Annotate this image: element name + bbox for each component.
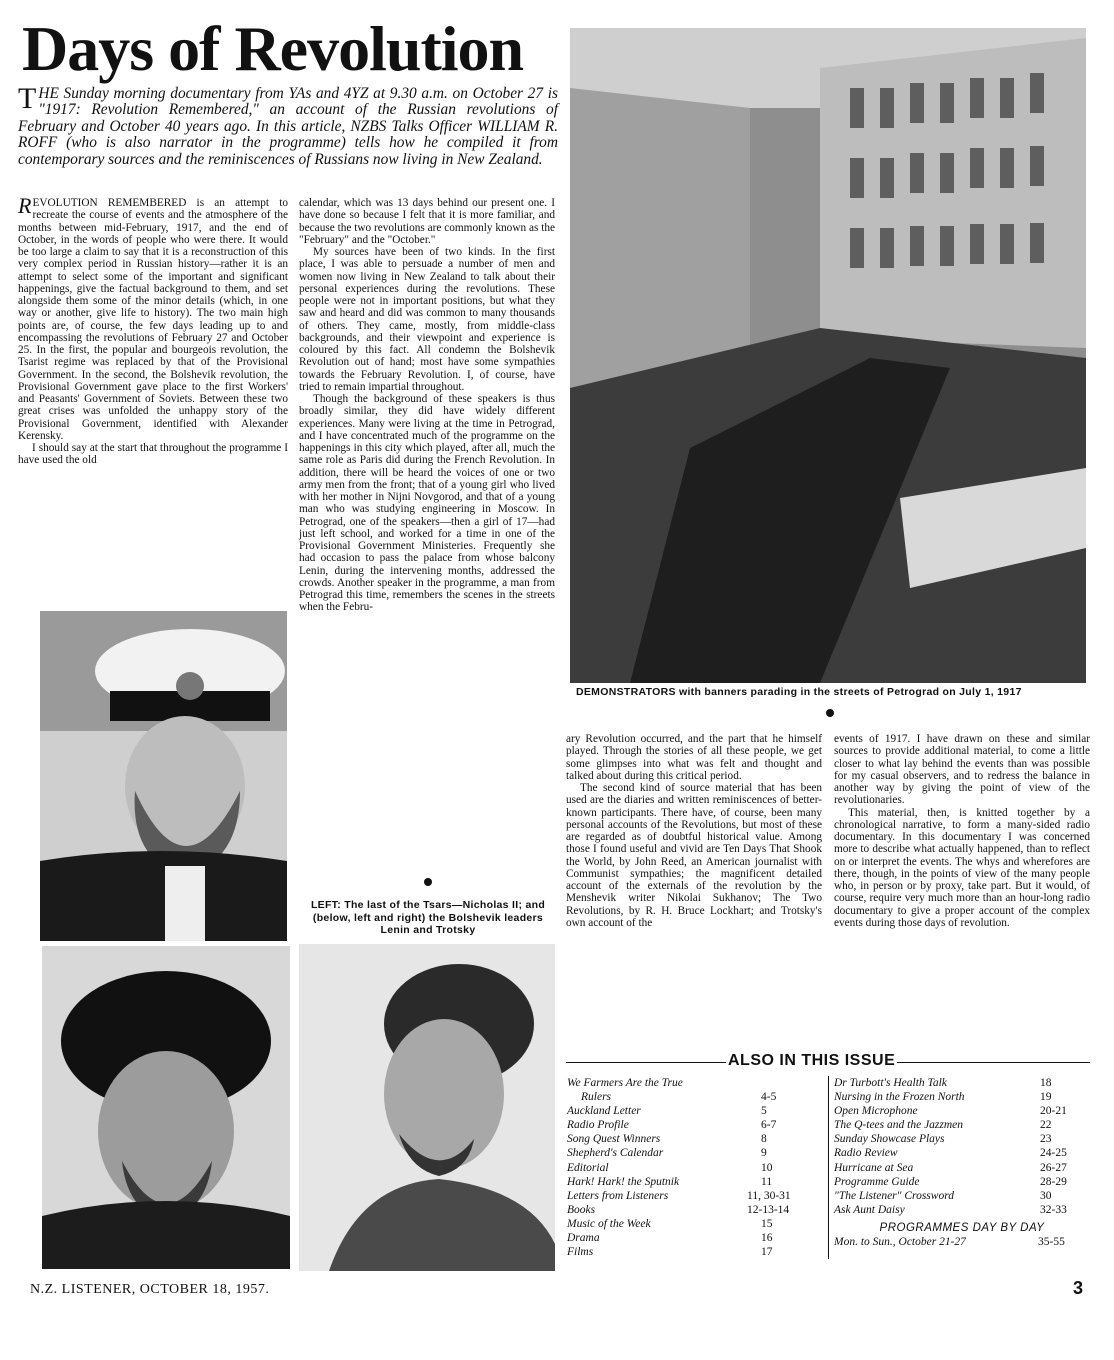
index-row [567,1203,822,1217]
index-row [567,1161,822,1175]
index-label: Programme Guide [834,1175,920,1188]
drop-cap: R [18,193,32,218]
index-page: 12-13-14 [747,1203,790,1216]
index-label: Radio Review [834,1147,898,1160]
index-label: We Farmers Are the True [567,1077,683,1089]
index-label: Mon. to Sun., October 21-27 [834,1236,966,1249]
body-column-1 [18,193,288,467]
index-row [567,1175,822,1189]
index-page: 10 [761,1161,773,1174]
paragraph: I should say at the start that throughout the programme I have used the old [18,442,288,467]
index-row [834,1104,1090,1118]
index-page: 15 [761,1217,773,1230]
programmes-heading: PROGRAMMES DAY BY DAY [879,1221,1045,1234]
paragraph: The second kind of source material that has been used are the diaries and written reminiscences of better-known participants. There have, of course, been many personal accounts of the Revolutions, but most of these are regarded as of doubtful historical value. Among those I found useful and vivid are Ten Days That Shook the World, by John Reed, an American journalist with Communist sympathies; the magnificent detailed account of the externals of the revolution by the Menshevik writer Nikolai Sukhanov; The Two Revolutions, by R. H. Bruce Lockhart; and Trotsky's own account of the [566,782,822,929]
index-page: 30 [1040,1189,1052,1202]
paragraph: This material, then, is knitted together by a chronological narrative, to form a many-sided radio documentary. In this documentary I was concerned more to describe what actually happened, than to reflect on or interpret the events. The whys and wherefores are there, though, in the points of view of the many people who, in person or by proxy, take part. But it would, of course, require very much more than an hour-long radio documentary to give a proper account of the complex events during those days of revolution. [834,806,1090,929]
lede-drop-cap: T [18,82,37,115]
index-row [567,1132,822,1146]
index-page: 22 [1040,1119,1052,1132]
index-row [834,1090,1090,1104]
lenin-photo [42,946,290,1269]
index-label: "The Listener" Crossword [834,1189,954,1202]
index-label: Music of the Week [567,1217,651,1230]
headline: Days of Revolution [22,13,524,84]
bullet-divider [424,878,432,886]
index-row [834,1076,1090,1090]
body-column-2 [299,197,555,614]
index-row [567,1217,822,1231]
index-row [834,1235,1090,1249]
index-page: 17 [761,1246,773,1259]
index-row [834,1189,1090,1203]
index-page: 11, 30-31 [747,1189,791,1202]
index-page: 4-5 [761,1091,777,1104]
trotsky-photo [299,944,555,1271]
index-row [834,1118,1090,1132]
index-row [834,1203,1090,1217]
index-row [834,1161,1090,1175]
index-label: Radio Profile [567,1119,629,1132]
index-left [567,1076,829,1259]
page-number: 3 [1073,1278,1084,1298]
index-row [567,1104,822,1118]
paragraph: EVOLUTION REMEMBERED is an attempt to recreate the course of events and the atmosphere of the months between mid-February, 1917, and the end of October, in the words of people who were there. It would be too large a claim to say that it is a reconstruction of this very complex period in Russian history—rather it is an attempt to select some of the important and significant happenings, give the factual background to them, and set alongside them some of the minor details (which, in one way or another, give life to history). The two main high points are, of course, the few days leading up to and encompassing the revolutions of February 27 and October 25. In the first, the popular and bourgeois revolution, the Tsarist regime was replaced by that of the Provisional Government. In the second, the Bolshevik revolution, the Provisional Government gave place to the first Workers' and Peasants' Government of Soviets. Between these two great crises was unfolded the unhappy story of the Provisional Government, identified with Alexander Kerensky. [18,197,288,442]
index-page: 16 [761,1232,773,1245]
index-row [567,1118,822,1132]
paragraph: ary Revolution occurred, and the part that he himself played. Through the stories of all these people, we get some glimpses into what was felt and thought and talked about during this critical period. [566,733,822,782]
index-row [834,1146,1090,1160]
paragraph: calendar, which was 13 days behind our present one. I have done so because I felt that it is more familiar, and because the two revolutions are commonly known as the "February" and the "October." [299,197,555,246]
index-right [834,1076,1090,1249]
bullet-divider [826,709,834,717]
index-label: Drama [567,1232,600,1245]
body-column-3 [566,733,822,929]
lede-text: HE Sunday morning documentary from YAs and 4YZ at 9.30 a.m. on October 27 is "1917: Revolution Remembered," an account of the Russian revolutions of February and October 40 years ago. In this article, NZBS Talks Officer WILLIAM R. ROFF (who is also narrator in the programme) tells how he compiled it from contemporary sources and the reminiscences of Russians now living in New Zealand. [18,85,558,168]
index-row [567,1076,822,1090]
index-row [834,1132,1090,1146]
demonstrators-photo [570,28,1086,683]
index-page: 6-7 [761,1119,777,1132]
main-photo-caption: DEMONSTRATORS with banners parading in the streets of Petrograd on July 1, 1917 [576,686,1022,698]
index-label: Hark! Hark! the Sputnik [567,1175,680,1188]
index-page: 23 [1040,1133,1052,1146]
index-row [567,1231,822,1245]
index-row [567,1146,822,1160]
index-page: 20-21 [1040,1105,1067,1118]
index-page: 24-25 [1040,1147,1067,1160]
index-page: 28-29 [1040,1175,1067,1188]
footer-issue-line: N.Z. LISTENER, OCTOBER 18, 1957. [30,1282,270,1297]
index-label: Films [567,1246,594,1259]
index-label: Open Microphone [834,1105,918,1118]
index-label: Sunday Showcase Plays [834,1133,945,1146]
nicholas-ii-photo [40,611,287,941]
paragraph: events of 1917. I have drawn on these and similar sources to provide additional material, to come a little closer to what lay behind the events than was possible for my casual observers, and to redress the balance in another way by giving the point of view of the revolutionaries. [834,733,1090,807]
index-label: Letters from Listeners [567,1189,669,1202]
body-column-4 [834,733,1090,929]
index-row [567,1189,822,1203]
paragraph: Though the background of these speakers is thus broadly similar, they did have widely different experiences. Many were living at the time in Petrograd, and I have concentrated much of the programme on the happenings in this city which played, after all, much the same role as Paris did during the French Revolution. In addition, there will be heard the voices of one or two army men from the front; that of a young girl who lived with her mother in Nijni Novgorod, and that of a young man who was studying engineering in Moscow. In Petrograd, one of the speakers—then a girl of 17—had just left school, and worked for a time in one of the Provisional Government Ministeries. Frequently she had occasion to pass the palace from whose balcony Lenin, during the intervening months, addressed the crowds. Another speaker in the programme, a man from Petrograd this time, remembers the scenes in the streets when the Febru- [299,393,555,614]
index-label: Nursing in the Frozen North [834,1091,965,1104]
index-row [567,1090,822,1104]
index-label: Hurricane at Sea [834,1161,914,1174]
index-page: 5 [761,1105,767,1118]
index-row [834,1175,1090,1189]
index-label: Books [567,1203,596,1216]
index-label: Auckland Letter [567,1105,641,1118]
index-page: 8 [761,1133,767,1146]
index-page: 11 [761,1175,773,1188]
paragraph: My sources have been of two kinds. In the first place, I was able to persuade a number of men and women now living in New Zealand to talk about their personal experiences during the revolutions. These people were not in important positions, but what they saw and heard and did was common to many thousands of others. They came, mostly, from middle-class backgrounds, and their viewpoint and experience is coloured by this fact. All condemn the Bolshevik Revolution out of hand; most have some sympathies towards the February Revolution. I, of course, have tried to remain impartial throughout. [299,246,555,393]
index-row [567,1245,822,1259]
lede [18,82,558,168]
index-page: 32-33 [1040,1203,1067,1216]
left-photo-caption: LEFT: The last of the Tsars—Nicholas II; and (below, left and right) the Bolshevik leaders Lenin and Trotsky [310,899,546,936]
also-in-this-issue-heading: ALSO IN THIS ISSUE [728,1052,896,1069]
index-label: Dr Turbott's Health Talk [834,1077,947,1089]
index-page: 18 [1040,1077,1052,1089]
index-page: 35-55 [1038,1236,1065,1249]
index-page: 9 [761,1147,767,1160]
index-label: Song Quest Winners [567,1133,661,1146]
index-page: 19 [1040,1091,1052,1104]
index-label: Editorial [567,1161,609,1174]
index-label: Ask Aunt Daisy [834,1203,905,1216]
index-page: 26-27 [1040,1161,1067,1174]
index-label: The Q-tees and the Jazzmen [834,1119,964,1132]
index-label: Rulers [581,1091,612,1104]
index-label: Shepherd's Calendar [567,1147,664,1160]
